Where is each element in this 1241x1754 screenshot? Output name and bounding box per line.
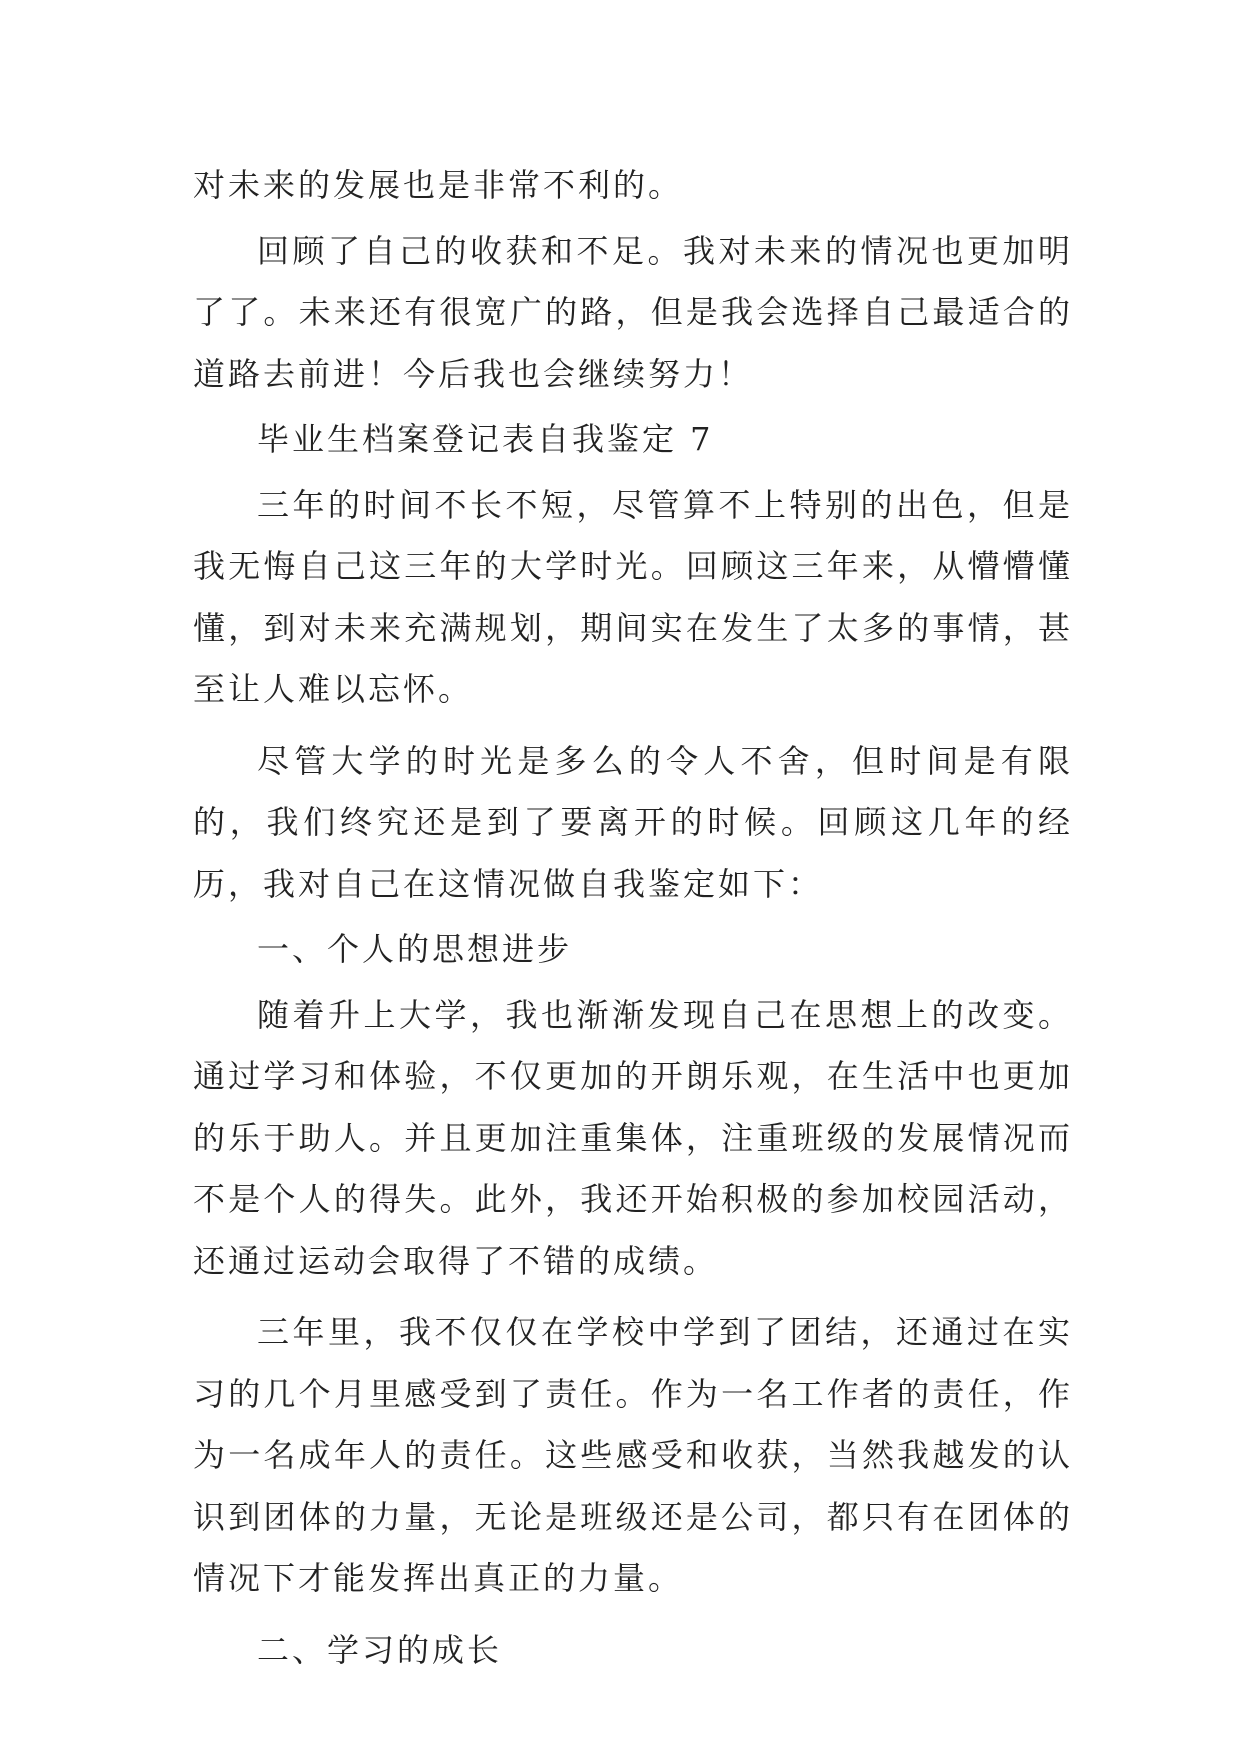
section-heading-7: 毕业生档案登记表自我鉴定 7 (257, 420, 714, 458)
document-body (193, 155, 1073, 1681)
subheading-study-growth: 二、学习的成长 (257, 1630, 503, 1669)
subheading-thought-progress: 一、个人的思想进步 (257, 930, 573, 968)
paragraph-reflection: 回顾了自己的收获和不足。我对未来的情况也更加明了了。未来还有很宽广的路，但是我会选择自己最适合的道路去前进！今后我也会继续努力！ (193, 231, 1073, 393)
paragraph-three-years: 三年的时间不长不短，尽管算不上特别的出色，但是我无悔自己这三年的大学时光。回顾这三年来，从懵懵懂懂，到对未来充满规划，期间实在发生了太多的事情，甚至让人难以忘怀。 (193, 485, 1073, 708)
paragraph-thought-change: 随着升上大学，我也渐渐发现自己在思想上的改变。通过学习和体验，不仅更加的开朗乐观，在生活中也更加的乐于助人。并且更加注重集体，注重班级的发展情况而不是个人的得失。此外，我还开始积极的参加校园活动，还通过运动会取得了不错的成绩。 (193, 995, 1073, 1280)
paragraph-responsibility: 三年里，我不仅仅在学校中学到了团结，还通过在实习的几个月里感受到了责任。作为一名工作者的责任，作为一名成年人的责任。这些感受和收获，当然我越发的认识到团体的力量，无论是班级还是公司，都只有在团体的情况下才能发挥出真正的力量。 (193, 1313, 1073, 1597)
paragraph-continuation: 对未来的发展也是非常不利的。 (193, 166, 684, 204)
paragraph-time-limited: 尽管大学的时光是多么的令人不舍，但时间是有限的，我们终究还是到了要离开的时候。回顾这几年的经历，我对自己在这情况做自我鉴定如下： (193, 741, 1073, 903)
